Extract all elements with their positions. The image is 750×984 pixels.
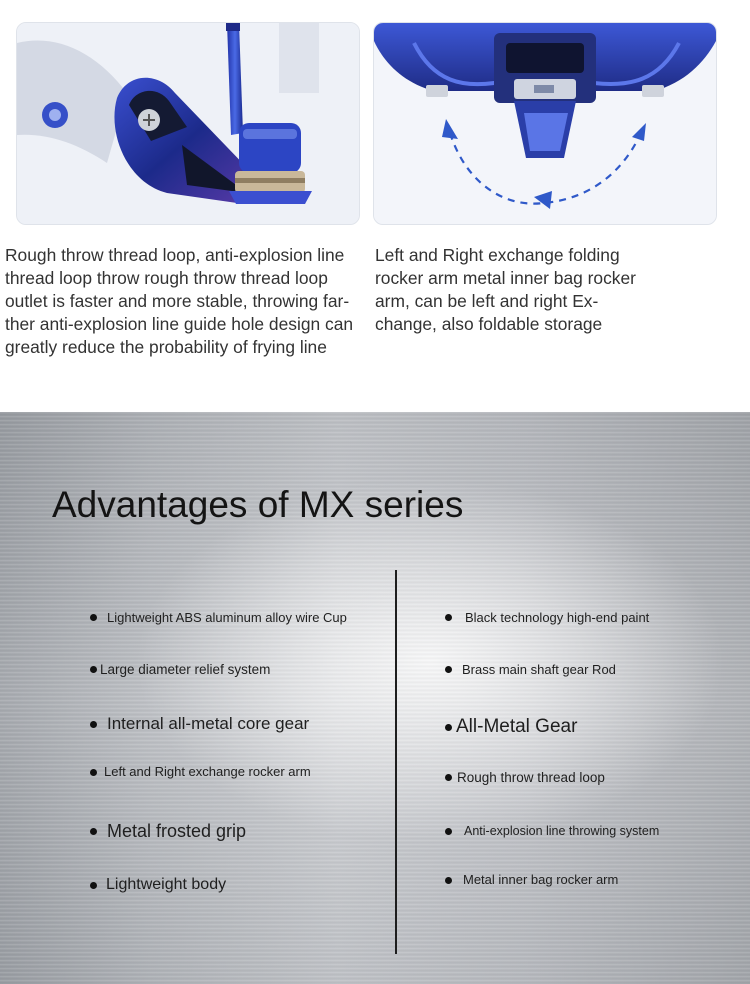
feature-item [445, 716, 577, 738]
bullet-icon [90, 769, 97, 776]
bullet-icon [445, 877, 452, 884]
bullet-icon [445, 724, 452, 731]
caption-line: ther anti-explosion line guide hole design can [5, 314, 354, 334]
folding-rocker-photo [373, 22, 717, 225]
caption-line: change, also foldable storage [375, 314, 603, 334]
feature-label: Black technology high-end paint [465, 610, 650, 625]
feature-item [90, 821, 246, 842]
bullet-icon [90, 882, 97, 889]
bullet-icon [90, 828, 97, 835]
feature-label: Anti-explosion line throwing system [464, 824, 660, 838]
caption-line: greatly reduce the probability of frying line [5, 337, 327, 357]
feature-item [445, 610, 649, 625]
feature-label: Rough throw thread loop [457, 770, 605, 785]
bullet-icon [445, 614, 452, 621]
feature-item [445, 770, 605, 785]
bullet-icon [90, 614, 97, 621]
bullet-icon [445, 828, 452, 835]
caption-line: Left and Right exchange folding [375, 245, 620, 265]
knob-caption [5, 244, 370, 359]
feature-item [445, 874, 623, 886]
feature-item [445, 824, 659, 838]
advantages-title: Advantages of MX series [52, 484, 464, 525]
bullet-icon [90, 666, 97, 673]
bullet-icon [445, 774, 452, 781]
feature-label: Brass main shaft gear Rod [462, 662, 616, 677]
feature-label: Metal inner bag rocker arm [463, 872, 619, 887]
caption-line: outlet is faster and more stable, throwing far- [5, 291, 350, 311]
caption-line: thread loop throw rough throw thread loop [5, 268, 328, 288]
caption-line: Rough throw thread loop, anti-explosion line [5, 245, 345, 265]
feature-label: All-Metal Gear [456, 716, 578, 737]
handle-knob-photo [16, 22, 360, 225]
caption-line: rocker arm metal inner bag rocker [375, 268, 636, 288]
feature-item [90, 714, 309, 734]
feature-item [90, 766, 324, 778]
feature-label: Large diameter relief system [100, 662, 271, 677]
feature-label: Internal all-metal core gear [107, 714, 310, 733]
feature-label: Lightweight ABS aluminum alloy wire Cup [107, 610, 347, 625]
caption-line: arm, can be left and right Ex- [375, 291, 599, 311]
feature-item [445, 662, 616, 677]
bullet-icon [445, 666, 452, 673]
bullet-icon [90, 721, 97, 728]
product-detail-top [0, 0, 750, 412]
rocker-caption [375, 244, 655, 336]
feature-label: Metal frosted grip [107, 821, 247, 841]
feature-item [90, 610, 347, 625]
feature-label: Lightweight body [106, 876, 227, 893]
column-divider [395, 570, 397, 954]
folding-rocker-illustration [374, 23, 716, 224]
feature-item [90, 662, 270, 677]
handle-knob-illustration [17, 23, 359, 224]
feature-label: Left and Right exchange rocker arm [104, 764, 311, 779]
feature-item [90, 876, 226, 894]
advantages-panel [0, 412, 750, 984]
